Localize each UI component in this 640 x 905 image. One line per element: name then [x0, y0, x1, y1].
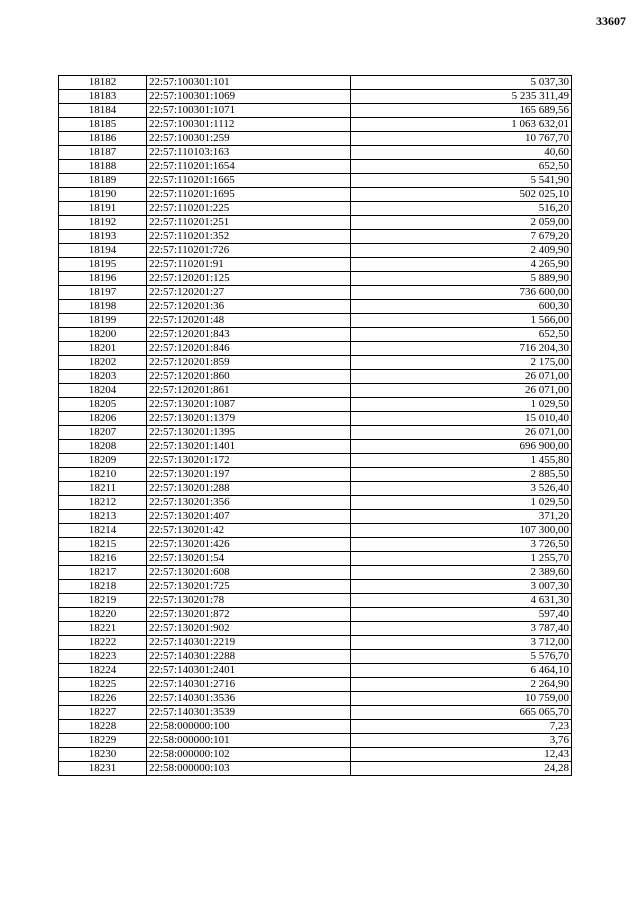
table-row [59, 496, 572, 510]
row-number-cell: 18223 [59, 650, 147, 664]
cadastral-value-cell: 5 576,70 [351, 650, 572, 664]
cadastral-value-cell: 15 010,40 [351, 412, 572, 426]
cadastral-value-cell: 26 071,00 [351, 384, 572, 398]
cadastral-value-cell: 3 726,50 [351, 538, 572, 552]
cadastral-value-cell: 597,40 [351, 608, 572, 622]
cadastral-value-cell: 1 566,00 [351, 314, 572, 328]
page-number: 33607 [596, 14, 626, 28]
row-number-cell: 18224 [59, 664, 147, 678]
table-row [59, 622, 572, 636]
table-row [59, 104, 572, 118]
table-row [59, 146, 572, 160]
cadastral-value-cell: 371,20 [351, 510, 572, 524]
row-number-cell: 18182 [59, 76, 147, 90]
cadastral-number-cell: 22:57:130201:1401 [147, 440, 351, 454]
table-row [59, 510, 572, 524]
cadastral-number-cell: 22:57:140301:2716 [147, 678, 351, 692]
row-number-cell: 18226 [59, 692, 147, 706]
table-row [59, 748, 572, 762]
table-row [59, 230, 572, 244]
cadastral-number-cell: 22:57:130201:54 [147, 552, 351, 566]
cadastral-value-cell: 5 889,90 [351, 272, 572, 286]
row-number-cell: 18202 [59, 356, 147, 370]
cadastral-number-cell: 22:57:120201:843 [147, 328, 351, 342]
table-row [59, 636, 572, 650]
table-row [59, 370, 572, 384]
cadastral-value-cell: 665 065,70 [351, 706, 572, 720]
cadastral-number-cell: 22:58:000000:103 [147, 762, 351, 776]
cadastral-number-cell: 22:57:130201:426 [147, 538, 351, 552]
cadastral-number-cell: 22:57:130201:407 [147, 510, 351, 524]
cadastral-value-cell: 2 885,50 [351, 468, 572, 482]
row-number-cell: 18231 [59, 762, 147, 776]
cadastral-number-cell: 22:57:110201:1695 [147, 188, 351, 202]
table-row [59, 356, 572, 370]
table-row [59, 678, 572, 692]
table-row [59, 594, 572, 608]
cadastral-number-cell: 22:57:120201:27 [147, 286, 351, 300]
row-number-cell: 18214 [59, 524, 147, 538]
cadastral-number-cell: 22:57:110103:163 [147, 146, 351, 160]
cadastral-number-cell: 22:57:110201:726 [147, 244, 351, 258]
row-number-cell: 18188 [59, 160, 147, 174]
cadastral-value-cell: 516,20 [351, 202, 572, 216]
cadastral-value-cell: 696 900,00 [351, 440, 572, 454]
cadastral-number-cell: 22:57:110201:91 [147, 258, 351, 272]
row-number-cell: 18217 [59, 566, 147, 580]
row-number-cell: 18200 [59, 328, 147, 342]
row-number-cell: 18198 [59, 300, 147, 314]
row-number-cell: 18194 [59, 244, 147, 258]
table-row [59, 384, 572, 398]
cadastral-value-cell: 3 712,00 [351, 636, 572, 650]
row-number-cell: 18197 [59, 286, 147, 300]
cadastral-number-cell: 22:57:130201:356 [147, 496, 351, 510]
cadastral-value-cell: 1 029,50 [351, 496, 572, 510]
cadastral-number-cell: 22:57:110201:251 [147, 216, 351, 230]
row-number-cell: 18225 [59, 678, 147, 692]
cadastral-number-cell: 22:57:120201:125 [147, 272, 351, 286]
cadastral-number-cell: 22:57:130201:288 [147, 482, 351, 496]
table-row [59, 272, 572, 286]
row-number-cell: 18190 [59, 188, 147, 202]
row-number-cell: 18219 [59, 594, 147, 608]
table-row [59, 328, 572, 342]
cadastral-value-cell: 2 059,00 [351, 216, 572, 230]
table-row [59, 132, 572, 146]
cadastral-number-cell: 22:57:120201:846 [147, 342, 351, 356]
cadastral-number-cell: 22:57:130201:42 [147, 524, 351, 538]
cadastral-value-cell: 5 037,30 [351, 76, 572, 90]
row-number-cell: 18228 [59, 720, 147, 734]
table-row [59, 552, 572, 566]
table-row [59, 608, 572, 622]
row-number-cell: 18205 [59, 398, 147, 412]
cadastral-value-cell: 652,50 [351, 328, 572, 342]
row-number-cell: 18185 [59, 118, 147, 132]
cadastral-number-cell: 22:57:130201:197 [147, 468, 351, 482]
cadastral-number-cell: 22:57:130201:902 [147, 622, 351, 636]
table-row [59, 734, 572, 748]
table-row [59, 454, 572, 468]
table-body [59, 76, 572, 776]
table-row [59, 762, 572, 776]
table-row [59, 160, 572, 174]
row-number-cell: 18203 [59, 370, 147, 384]
row-number-cell: 18213 [59, 510, 147, 524]
table-row [59, 118, 572, 132]
table-row [59, 580, 572, 594]
cadastral-value-cell: 1 255,70 [351, 552, 572, 566]
row-number-cell: 18193 [59, 230, 147, 244]
cadastral-value-cell: 40,60 [351, 146, 572, 160]
cadastral-value-cell: 716 204,30 [351, 342, 572, 356]
row-number-cell: 18192 [59, 216, 147, 230]
cadastral-value-cell: 165 689,56 [351, 104, 572, 118]
row-number-cell: 18210 [59, 468, 147, 482]
cadastral-value-cell: 26 071,00 [351, 370, 572, 384]
cadastral-number-cell: 22:57:130201:608 [147, 566, 351, 580]
table-row [59, 524, 572, 538]
cadastral-number-cell: 22:57:100301:1071 [147, 104, 351, 118]
cadastral-value-cell: 5 235 311,49 [351, 90, 572, 104]
cadastral-number-cell: 22:58:000000:100 [147, 720, 351, 734]
table-row [59, 202, 572, 216]
cadastral-value-cell: 3 007,30 [351, 580, 572, 594]
table-row [59, 566, 572, 580]
table-row [59, 90, 572, 104]
cadastral-number-cell: 22:57:130201:725 [147, 580, 351, 594]
cadastral-value-cell: 4 631,30 [351, 594, 572, 608]
cadastral-number-cell: 22:57:120201:861 [147, 384, 351, 398]
row-number-cell: 18184 [59, 104, 147, 118]
table-row [59, 706, 572, 720]
cadastral-number-cell: 22:57:130201:1395 [147, 426, 351, 440]
cadastral-value-cell: 7 679,20 [351, 230, 572, 244]
cadastral-value-cell: 3,76 [351, 734, 572, 748]
cadastral-value-cell: 600,30 [351, 300, 572, 314]
row-number-cell: 18216 [59, 552, 147, 566]
cadastral-number-cell: 22:57:130201:1087 [147, 398, 351, 412]
cadastral-number-cell: 22:57:130201:172 [147, 454, 351, 468]
table-row [59, 664, 572, 678]
row-number-cell: 18187 [59, 146, 147, 160]
table-row [59, 300, 572, 314]
cadastral-value-cell: 2 389,60 [351, 566, 572, 580]
row-number-cell: 18191 [59, 202, 147, 216]
table-row [59, 412, 572, 426]
row-number-cell: 18183 [59, 90, 147, 104]
cadastral-number-cell: 22:57:140301:2401 [147, 664, 351, 678]
table-row [59, 482, 572, 496]
cadastral-number-cell: 22:57:110201:1654 [147, 160, 351, 174]
table-row [59, 216, 572, 230]
row-number-cell: 18229 [59, 734, 147, 748]
row-number-cell: 18204 [59, 384, 147, 398]
row-number-cell: 18196 [59, 272, 147, 286]
cadastral-number-cell: 22:57:140301:3536 [147, 692, 351, 706]
cadastral-number-cell: 22:57:110201:225 [147, 202, 351, 216]
cadastral-number-cell: 22:57:110201:352 [147, 230, 351, 244]
table-row [59, 426, 572, 440]
cadastral-value-cell: 4 265,90 [351, 258, 572, 272]
row-number-cell: 18186 [59, 132, 147, 146]
cadastral-value-cell: 736 600,00 [351, 286, 572, 300]
table-row [59, 342, 572, 356]
cadastral-number-cell: 22:57:100301:1112 [147, 118, 351, 132]
row-number-cell: 18211 [59, 482, 147, 496]
cadastral-number-cell: 22:57:120201:48 [147, 314, 351, 328]
cadastral-number-cell: 22:57:130201:872 [147, 608, 351, 622]
cadastral-value-cell: 107 300,00 [351, 524, 572, 538]
row-number-cell: 18220 [59, 608, 147, 622]
table-row [59, 314, 572, 328]
cadastral-number-cell: 22:57:120201:36 [147, 300, 351, 314]
cadastral-number-cell: 22:57:140301:3539 [147, 706, 351, 720]
table-row [59, 188, 572, 202]
cadastral-number-cell: 22:57:110201:1665 [147, 174, 351, 188]
cadastral-value-cell: 5 541,90 [351, 174, 572, 188]
table-row [59, 258, 572, 272]
cadastral-value-cell: 10 759,00 [351, 692, 572, 706]
cadastral-value-cell: 2 264,90 [351, 678, 572, 692]
row-number-cell: 18222 [59, 636, 147, 650]
table-row [59, 650, 572, 664]
cadastral-number-cell: 22:57:100301:1069 [147, 90, 351, 104]
cadastral-value-cell: 1 029,50 [351, 398, 572, 412]
table-row [59, 468, 572, 482]
cadastral-number-cell: 22:57:130201:78 [147, 594, 351, 608]
cadastral-number-cell: 22:57:130201:1379 [147, 412, 351, 426]
row-number-cell: 18189 [59, 174, 147, 188]
cadastral-number-cell: 22:57:120201:859 [147, 356, 351, 370]
table-row [59, 720, 572, 734]
row-number-cell: 18208 [59, 440, 147, 454]
cadastral-value-cell: 26 071,00 [351, 426, 572, 440]
row-number-cell: 18199 [59, 314, 147, 328]
row-number-cell: 18209 [59, 454, 147, 468]
cadastral-value-cell: 10 767,70 [351, 132, 572, 146]
row-number-cell: 18212 [59, 496, 147, 510]
cadastral-value-cell: 1 455,80 [351, 454, 572, 468]
cadastral-value-cell: 12,43 [351, 748, 572, 762]
table-row [59, 174, 572, 188]
cadastral-value-cell: 2 175,00 [351, 356, 572, 370]
table-row [59, 538, 572, 552]
row-number-cell: 18215 [59, 538, 147, 552]
cadastral-number-cell: 22:57:140301:2219 [147, 636, 351, 650]
row-number-cell: 18218 [59, 580, 147, 594]
table-row [59, 440, 572, 454]
cadastral-value-cell: 652,50 [351, 160, 572, 174]
cadastral-value-cell: 502 025,10 [351, 188, 572, 202]
cadastral-value-cell: 7,23 [351, 720, 572, 734]
cadastral-number-cell: 22:57:100301:259 [147, 132, 351, 146]
cadastral-number-cell: 22:57:100301:101 [147, 76, 351, 90]
cadastral-number-cell: 22:57:120201:860 [147, 370, 351, 384]
row-number-cell: 18227 [59, 706, 147, 720]
cadastral-value-cell: 6 464,10 [351, 664, 572, 678]
cadastral-value-table [58, 75, 572, 776]
row-number-cell: 18207 [59, 426, 147, 440]
table-row [59, 286, 572, 300]
cadastral-number-cell: 22:58:000000:101 [147, 734, 351, 748]
table-row [59, 76, 572, 90]
cadastral-value-cell: 3 526,40 [351, 482, 572, 496]
cadastral-value-cell: 1 063 632,01 [351, 118, 572, 132]
cadastral-number-cell: 22:57:140301:2288 [147, 650, 351, 664]
row-number-cell: 18201 [59, 342, 147, 356]
row-number-cell: 18230 [59, 748, 147, 762]
cadastral-number-cell: 22:58:000000:102 [147, 748, 351, 762]
row-number-cell: 18206 [59, 412, 147, 426]
cadastral-value-cell: 3 787,40 [351, 622, 572, 636]
cadastral-value-cell: 24,28 [351, 762, 572, 776]
row-number-cell: 18221 [59, 622, 147, 636]
table-row [59, 692, 572, 706]
table-row [59, 398, 572, 412]
row-number-cell: 18195 [59, 258, 147, 272]
cadastral-value-cell: 2 409,90 [351, 244, 572, 258]
table-row [59, 244, 572, 258]
